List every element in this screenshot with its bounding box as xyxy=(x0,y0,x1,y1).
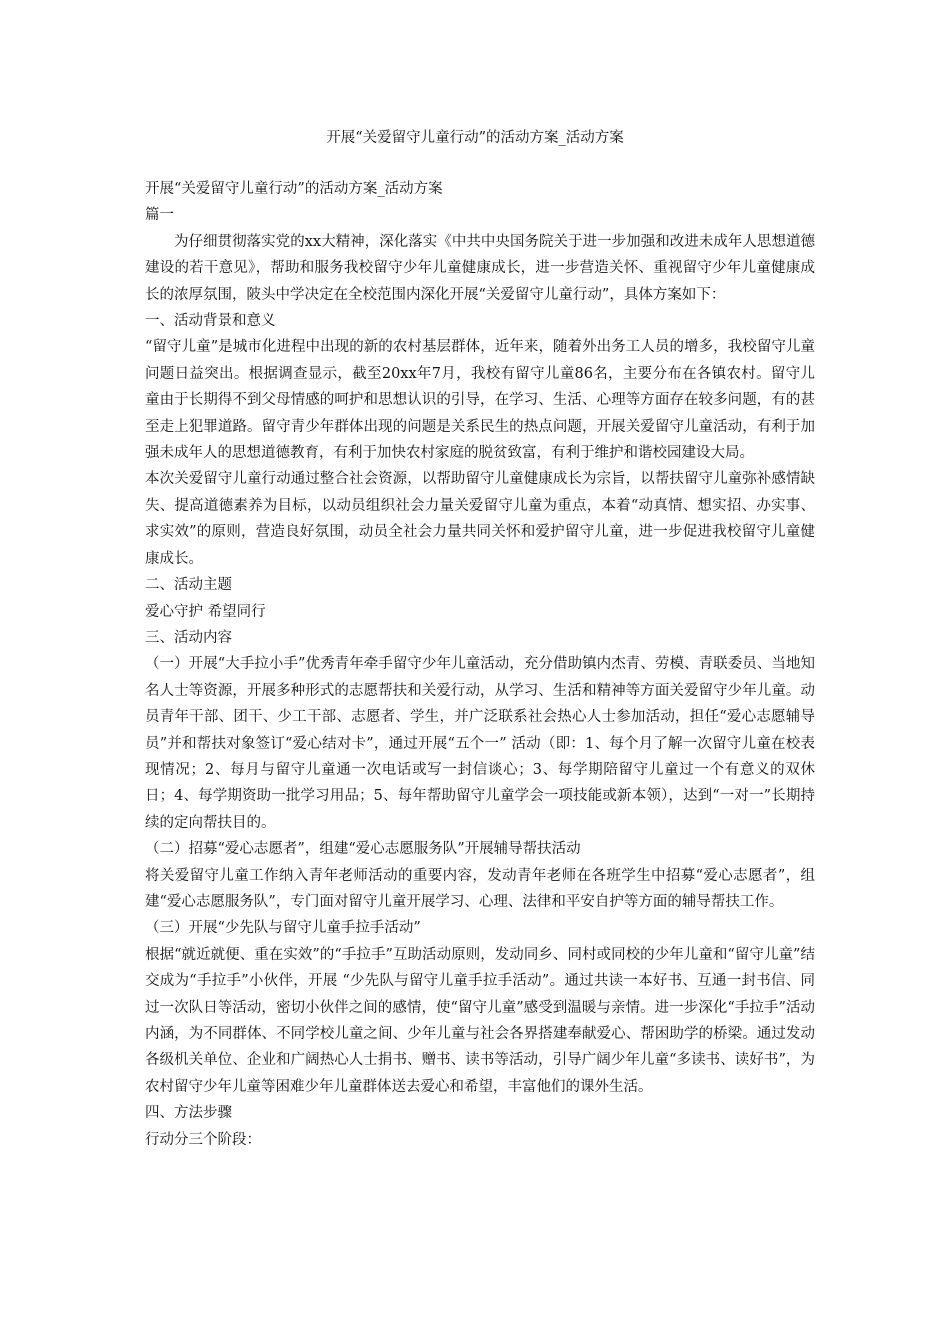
paragraph: 一、活动背景和意义 xyxy=(145,313,276,330)
document-body xyxy=(145,176,815,1153)
paragraph: 将关爱留守儿童工作纳入青年老师活动的重要内容，发动青年老师在各班学生中招募“爱心志愿者”，组建“爱心志愿服务队”，专门面对留守儿童开展学习、心理、法律和平安自护等方面的辅导帮扶工作。 xyxy=(145,867,815,910)
paragraph: （一）开展“大手拉小手”优秀青年牵手留守少年儿童活动，充分借助镇内杰青、劳模、青联委员、当地知名人士等资源，开展多种形式的志愿帮扶和关爱行动，从学习、生活和精神等方面关爱留守少年儿童。动员青年干部、团干、少工干部、志愿者、学生，并广泛联系社会热心人士参加活动，担任“爱心志愿辅导员”并和帮扶对象签订“爱心结对卡”，通过开展“五个一” 活动（即：1、每个月了解一次留守儿童在校表现情况；2、每月与留守儿童通一次电话或写一封信谈心；3、每学期陪留守儿童过一个有意义的双休日；4、每学期资助一批学习用品；5、每年帮助留守儿童学会一项技能或新本领），达到“一对一”长期持续的定向帮扶目的。 xyxy=(145,656,815,831)
paragraph: 三、活动内容 xyxy=(145,629,232,646)
paragraph: “留守儿童”是城市化进程中出现的新的农村基层群体，近年来，随着外出务工人员的增多，我校留守儿童问题日益突出。根据调查显示，截至20xx年7月，我校有留守儿童86名，主要分布在各镇农村。留守儿童由于长期得不到父母情感的呵护和思想认识的引导，在学习、生活、心理等方面存在较多问题，有的甚至走上犯罪道路。留守青少年群体出现的问题是关系民生的热点问题，开展关爱留守儿童活动，有利于加强未成年人的思想道德教育，有利于加快农村家庭的脱贫致富，有利于维护和谐校园建设大局。 xyxy=(145,339,815,462)
paragraph: 篇一 xyxy=(145,207,174,224)
paragraph: 开展“关爱留守儿童行动”的活动方案_活动方案 xyxy=(145,181,443,197)
paragraph: 爱心守护 希望同行 xyxy=(145,603,266,620)
paragraph: 四、方法步骤 xyxy=(145,1105,232,1122)
paragraph: 行动分三个阶段： xyxy=(145,1131,261,1148)
paragraph: （三）开展“少先队与留守儿童手拉手活动” xyxy=(145,920,421,937)
paragraph: （二）招募“爱心志愿者”，组建“爱心志愿服务队”开展辅导帮扶活动 xyxy=(145,841,581,858)
paragraph: 根据“就近就便、重在实效”的“手拉手”互助活动原则，发动同乡、同村或同校的少年儿童和“留守儿童”结交成为“手拉手”小伙伴，开展 “少先队与留守儿童手拉手活动”。通过共读一本好书、互通一封书信、同过一次队日等活动，密切小伙伴之间的感情，使“留守儿童”感受到温暖与亲情。进一步深化“手拉手”活动内涵，为不同群体、不同学校儿童之间、少年儿童与社会各界搭建奉献爱心、帮困助学的桥梁。通过发动各级机关单位、企业和广阔热心人士捐书、赠书、读书等活动，引导广阔少年儿童“多读书、读好书”，为农村留守少年儿童等困难少年儿童群体送去爱心和希望，丰富他们的课外生活。 xyxy=(145,946,815,1095)
paragraph: 二、活动主题 xyxy=(145,577,232,594)
paragraph: 本次关爱留守儿童行动通过整合社会资源，以帮助留守儿童健康成长为宗旨，以帮扶留守儿童弥补感情缺失、提高道德素养为目标，以动员组织社会力量关爱留守儿童为重点，本着“动真情、想实招、办实事、求实效”的原则，营造良好氛围，动员全社会力量共同关怀和爱护留守儿童，进一步促进我校留守儿童健康成长。 xyxy=(145,471,815,567)
paragraph: 为仔细贯彻落实党的xx大精神，深化落实《中共中央国务院关于进一步加强和改进未成年人思想道德建设的若干意见》，帮助和服务我校留守少年儿童健康成长，进一步营造关怀、重视留守少年儿童健康成长的浓厚氛围，陂头中学决定在全校范围内深化开展“关爱留守儿童行动”，具体方案如下： xyxy=(145,233,815,303)
document-title: 开展“关爱留守儿童行动”的活动方案_活动方案 xyxy=(326,130,624,146)
